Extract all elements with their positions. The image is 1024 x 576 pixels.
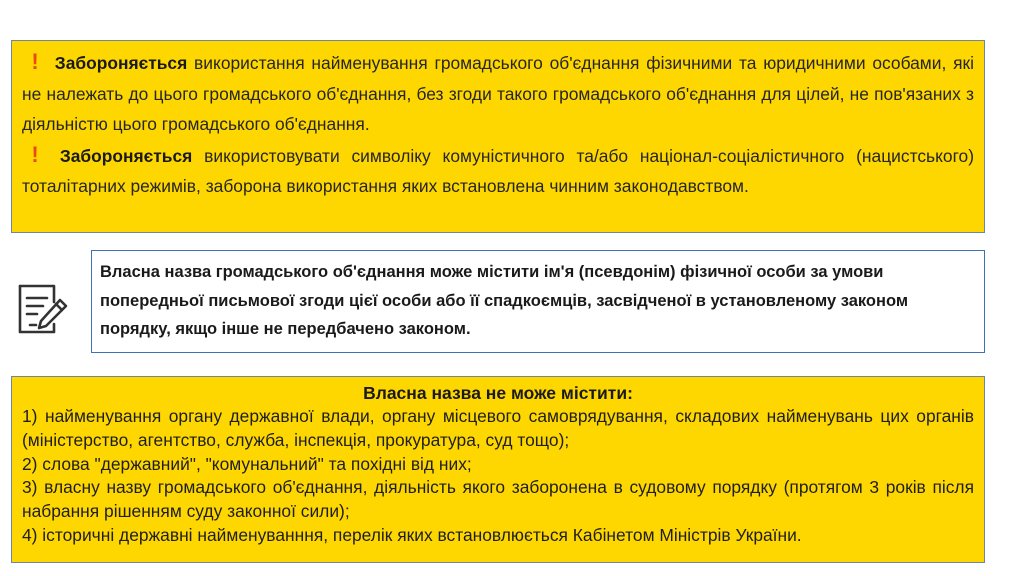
list-item: 1) найменування органу державної влади, органу місцевого самоврядування, складових найменувань цих органів (міністерство, агентство, служба, інспекція, прокуратура, суд тощо); <box>22 406 974 450</box>
list-item: 2) слова "державний", "комунальний" та похідні від них; <box>22 453 472 474</box>
restrictions-box <box>11 376 985 563</box>
prohibition-text: використання найменування громадського об'єднання фізичними та юридичними особами, які не належать до цього громадського об'єднання, без згоди такого громадського об'єднання для цілей, не пов'язаних з діяльністю цього громадського об'єднання. <box>22 53 974 134</box>
note-box <box>91 250 985 353</box>
restrictions-title: Власна назва не може містити: <box>363 383 633 403</box>
exclamation-icon: ! <box>31 141 39 167</box>
prohibition-paragraph-1 <box>22 47 974 140</box>
prohibition-text: використовувати символіку комуністичного та/або націонал-соціалістичного (нацистського) тоталітарних режимів, заборона використання яких встановлена чинним законодавством. <box>22 145 974 196</box>
list-item: 3) власну назву громадського об'єднання, діяльність якого заборонена в судовому порядку (протягом 3 років після набрання рішенням суду законної сили); <box>22 477 974 522</box>
prohibition-paragraph-2 <box>22 140 974 202</box>
list-item: 4) історичні державні найменуванння, перелік яких встановлюється Кабінетом Міністрів України. <box>22 524 802 545</box>
document-pen-icon <box>10 278 72 340</box>
note-text: Власна назва громадського об'єднання може містити ім'я (псевдонім) фізичної особи за умови попередньої письмової згоди цієї особи або її спадкоємців, засвідченої в установленому законом порядку, якщо інше не передбачено законом. <box>100 263 909 338</box>
exclamation-icon: ! <box>31 49 39 74</box>
prohibition-keyword: Забороняється <box>54 53 188 73</box>
prohibition-keyword: Забороняється <box>59 145 193 166</box>
prohibition-box <box>11 40 985 233</box>
